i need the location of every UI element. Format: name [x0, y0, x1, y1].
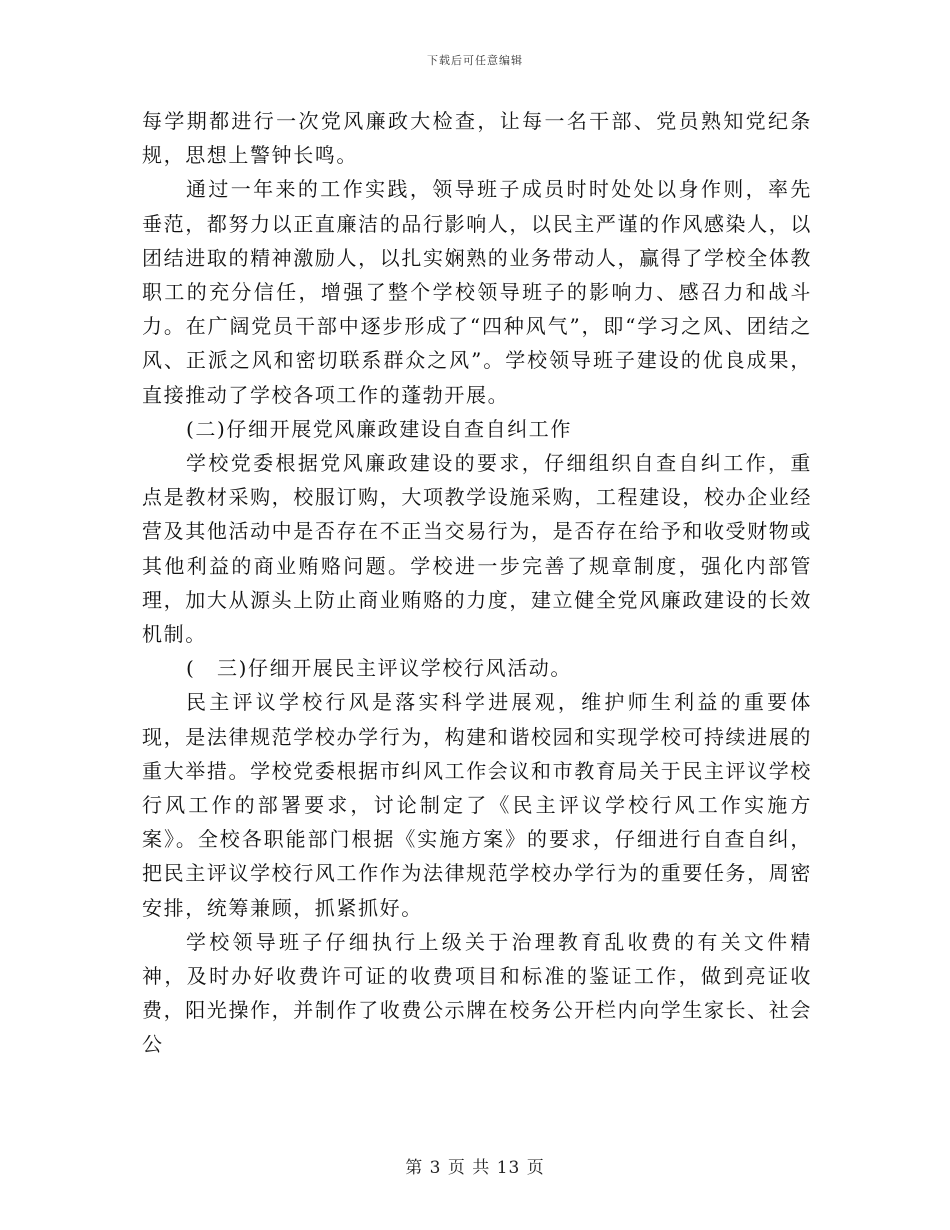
paragraph-self-inspection: 学校党委根据党风廉政建设的要求，仔细组织自查自纠工作，重点是教材采购，校服订购，大项教学设施采购，工程建设，校办企业经营及其他活动中是否存在不正当交易行为，是否存在给予和收受财物或其他利益的商业贿赂问题。学校进一步完善了规章制度，强化内部管理，加大从源头上防止商业贿赂的力度，建立健全党风廉政建设的长效机制。 [142, 451, 812, 647]
page-number-footer: 第 3 页 共 13 页 [405, 1158, 545, 1178]
paragraph-democratic-review: 民主评议学校行风是落实科学进展观，维护师生利益的重要体现，是法律规范学校办学行为，构建和谐校园和实现学校可持续进展的重大举措。学校党委根据市纠风工作会议和市教育局关于民主评议学校行风工作的部署要求，讨论制定了《民主评议学校行风工作实施方案》。全校各职能部门根据《实施方案》的要求，仔细进行自查自纠，把民主评议学校行风工作作为法律规范学校办学行为的重要任务，周密安排，统筹兼顾，抓紧抓好。 [142, 690, 812, 920]
page-header-note: 下载后可任意编辑 [427, 54, 523, 67]
section-heading-self-inspection: (二)仔细开展党风廉政建设自查自纠工作 [186, 416, 573, 441]
section-heading-democratic-review: ( 三)仔细开展民主评议学校行风活动。 [186, 656, 573, 681]
paragraph-leadership-practice: 通过一年来的工作实践，领导班子成员时时处处以身作则，率先垂范，都努力以正直廉洁的品行影响人，以民主严谨的作风感染人，以团结进取的精神激励人，以扎实娴熟的业务带动人，赢得了学校全体教职工的充分信任，增强了整个学校领导班子的影响力、感召力和战斗力。在广阔党员干部中逐步形成了“四种风气”，即“学习之风、团结之风、正派之风和密切联系群众之风”。学校领导班子建设的优良成果，直接推动了学校各项工作的蓬勃开展。 [142, 177, 812, 407]
paragraph-fee-management: 学校领导班子仔细执行上级关于治理教育乱收费的有关文件精神，及时办好收费许可证的收费项目和标准的鉴证工作，做到亮证收费，阳光操作，并制作了收费公示牌在校务公开栏内向学生家长、社会公 [142, 929, 812, 1057]
document-body [142, 104, 812, 1062]
paragraph-continuation: 每学期都进行一次党风廉政大检查，让每一名干部、党员熟知党纪条规，思想上警钟长鸣。 [142, 109, 812, 168]
